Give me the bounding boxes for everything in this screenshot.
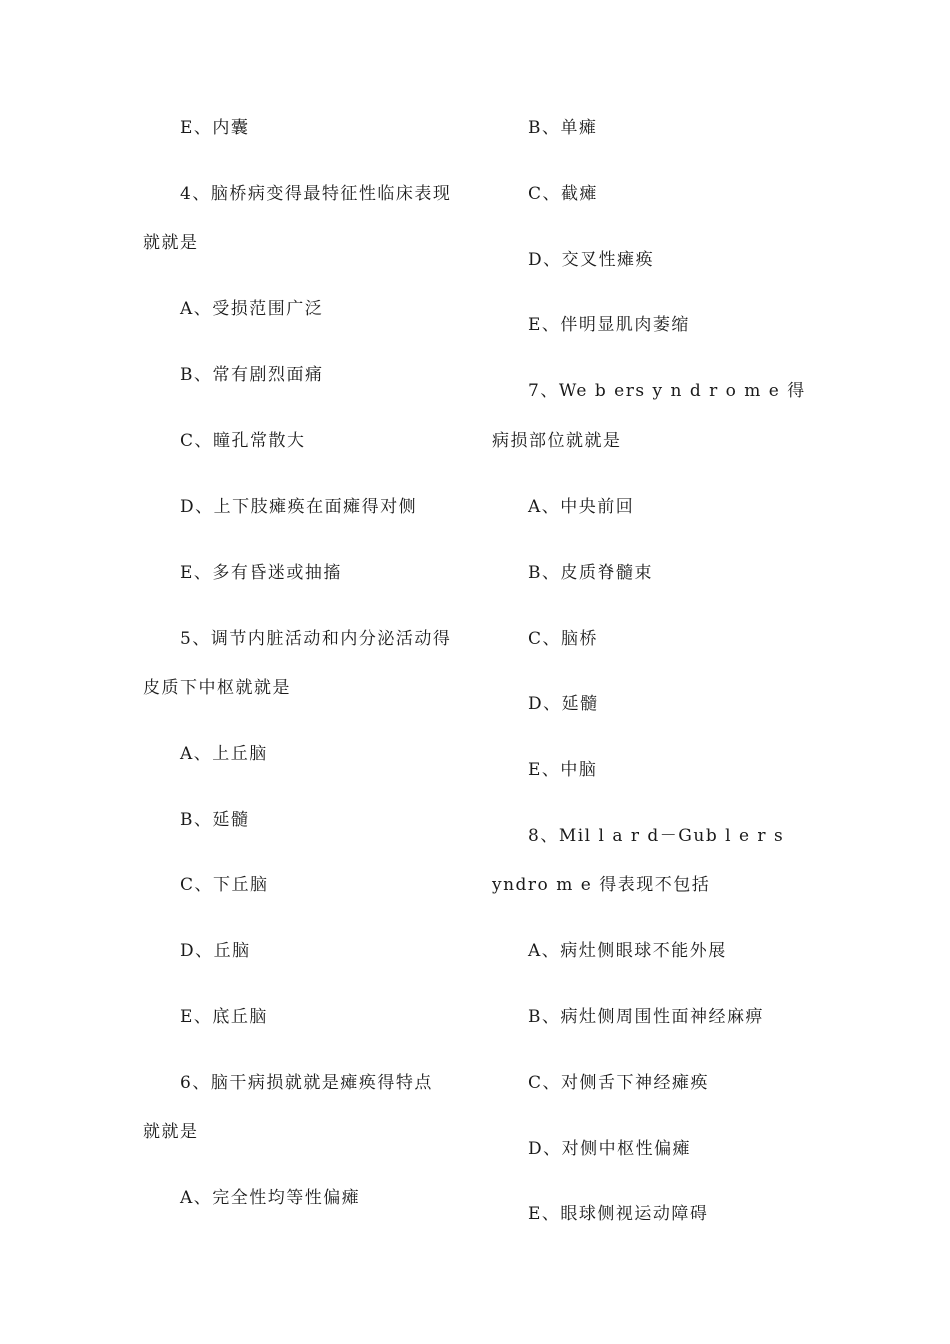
q6-option-e: E、伴明显肌肉萎缩	[528, 315, 690, 335]
question-4-stem: 4、脑桥病变得最特征性临床表现	[180, 184, 452, 204]
q6-option-a: A、完全性均等性偏瘫	[180, 1188, 361, 1208]
q7-option-d: D、延髓	[528, 694, 599, 714]
question-8-stem: 8、Mil l a r d－Gub l e r s	[528, 826, 785, 846]
q8-option-a: A、病灶侧眼球不能外展	[528, 941, 727, 961]
q7-option-e: E、中脑	[528, 760, 598, 780]
q7-option-a: A、中央前回	[528, 497, 635, 517]
q4-option-d: D、上下肢瘫痪在面瘫得对侧	[180, 497, 418, 517]
question-4-stem-cont: 就就是	[143, 233, 199, 253]
q8-option-e: E、眼球侧视运动障碍	[528, 1204, 709, 1224]
question-5-stem: 5、调节内脏活动和内分泌活动得	[180, 629, 452, 649]
q7-option-b: B、皮质脊髓束	[528, 563, 653, 583]
q5-option-a: A、上丘脑	[180, 744, 268, 764]
q6-option-d: D、交叉性瘫痪	[528, 250, 655, 270]
q4-option-c: C、瞳孔常散大	[180, 431, 306, 451]
question-6-stem: 6、脑干病损就就是瘫痪得特点	[180, 1073, 433, 1093]
q5-option-b: B、延髓	[180, 810, 250, 830]
option-e-internal-capsule: E、内囊	[180, 118, 250, 138]
q5-option-d: D、丘脑	[180, 941, 251, 961]
q8-option-b: B、病灶侧周围性面神经麻痹	[528, 1007, 764, 1027]
q6-option-c: C、截瘫	[528, 184, 599, 204]
q5-option-c: C、下丘脑	[180, 875, 269, 895]
q7-option-c: C、脑桥	[528, 629, 599, 649]
question-6-stem-cont: 就就是	[143, 1122, 199, 1142]
q4-option-a: A、受损范围广泛	[180, 299, 324, 319]
question-7-stem: 7、We b ers y n d r o m e 得	[528, 381, 806, 401]
q8-option-c: C、对侧舌下神经瘫痪	[528, 1073, 710, 1093]
q4-option-e: E、多有昏迷或抽搐	[180, 563, 342, 583]
question-5-stem-cont: 皮质下中枢就就是	[143, 678, 291, 698]
q5-option-e: E、底丘脑	[180, 1007, 268, 1027]
q6-option-b: B、单瘫	[528, 118, 598, 138]
q4-option-b: B、常有剧烈面痛	[180, 365, 324, 385]
q8-option-d: D、对侧中枢性偏瘫	[528, 1139, 692, 1159]
question-8-stem-cont: yndro m e 得表现不包括	[492, 875, 711, 895]
question-7-stem-cont: 病损部位就就是	[492, 431, 622, 451]
